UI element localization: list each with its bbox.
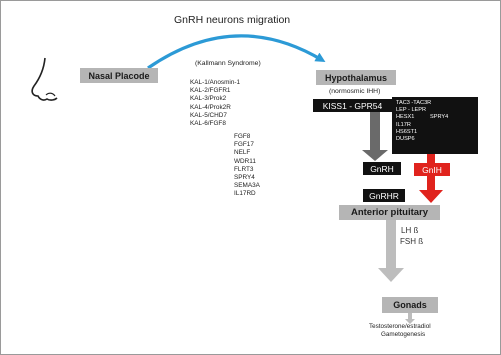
kiss-gpr54-box: KISS1 - GPR54 — [313, 99, 392, 112]
list-item: TAC3 -TAC3R — [396, 100, 432, 106]
list-item — [396, 114, 474, 121]
list-item: FLRT3 — [234, 165, 254, 173]
list-item: KAL-3/Prok2 — [190, 95, 227, 103]
list-item-part: SPRY4 — [430, 114, 449, 121]
hypothalamus-box: Hypothalamus — [316, 70, 396, 85]
gnih-box: GnIH — [414, 163, 450, 176]
list-item: WDR11 — [234, 157, 256, 165]
list-item: FGF17 — [234, 141, 254, 149]
list-item: SPRY4 — [234, 174, 255, 182]
gnrh-box: GnRH — [363, 162, 401, 175]
list-item: KAL-4/Prok2R — [190, 103, 231, 111]
list-item: IL17R — [396, 121, 411, 128]
kal-genes-list — [190, 79, 240, 128]
kiss-to-gnrh-arrow — [362, 112, 388, 161]
list-item: KAL-5/CHD7 — [190, 111, 227, 119]
list-item: NELF — [234, 149, 251, 157]
other-genes-list — [234, 133, 260, 199]
list-item: FGF8 — [234, 133, 251, 140]
anterior-pituitary-box: Anterior pituitary — [339, 205, 440, 220]
list-item: SEMA3A — [234, 182, 260, 190]
diagram-title: GnRH neurons migration — [174, 14, 291, 26]
list-item: KAL-2/FGFR1 — [190, 87, 231, 95]
gonads-output-2: Gametogenesis — [381, 331, 426, 338]
gonads-output-1: Testosterone/estradiol — [369, 323, 431, 330]
list-item: HS6ST1 — [396, 128, 418, 135]
gonads-box: Gonads — [382, 297, 438, 313]
nasal-placode-box: Nasal Placode — [80, 68, 158, 83]
list-item: IL17RD — [234, 190, 256, 198]
list-item: DUSP6 — [396, 136, 415, 143]
fsh-label: FSH ß — [400, 237, 424, 246]
list-item: KAL-6/FGF8 — [190, 120, 226, 128]
hypothalamus-genes-box — [392, 97, 478, 154]
kallmann-label: (Kallmann Syndrome) — [195, 60, 261, 67]
list-item: LEP - LEPR — [396, 107, 427, 114]
nostril-icon — [46, 93, 55, 96]
lh-label: LH ß — [401, 226, 419, 235]
list-item-part: HESX1 — [396, 114, 415, 121]
gnrhr-box: GnRHR — [363, 189, 405, 202]
list-item: KAL-1/Anosmin-1 — [190, 79, 241, 86]
normosmic-label: (normosmic IHH) — [329, 88, 381, 95]
